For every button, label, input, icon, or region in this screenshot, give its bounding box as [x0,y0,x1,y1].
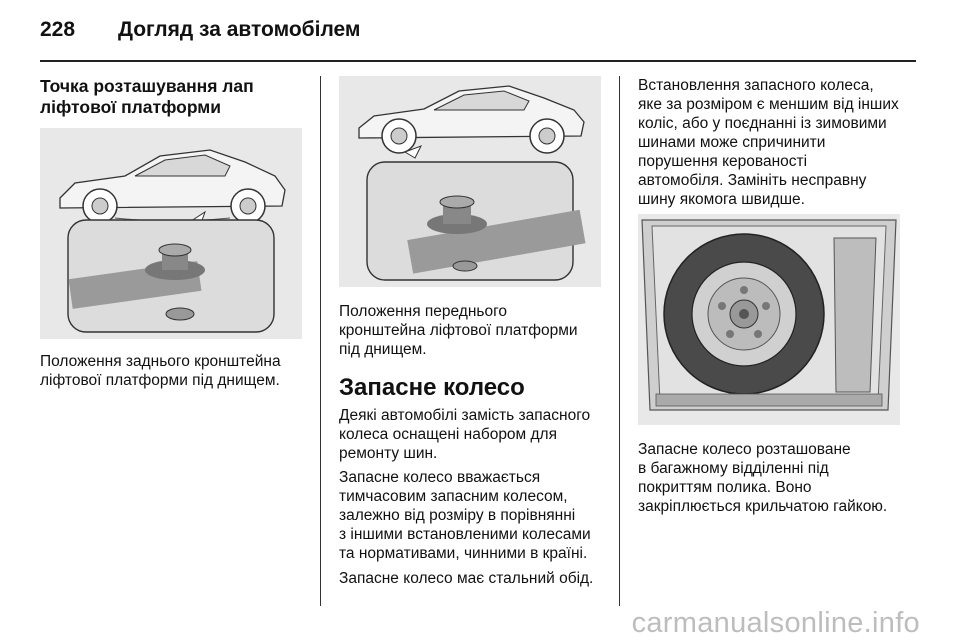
spare-wheel-location-line4: закріплюється крильчатою гайкою. [638,498,888,515]
rear-lift-caption-line2: ліфтової платформи під днищем. [40,372,280,389]
column-divider-1 [320,76,321,606]
page-header [40,14,916,50]
front-lift-caption-line1: Положення переднього [339,303,508,320]
spare-wheel-para1-line2: колеса оснащені набором для [339,426,557,443]
rear-lift-illustration [40,128,302,339]
header-rule [40,60,916,62]
figure-rear-lift-point [40,128,302,339]
front-lift-caption [339,302,578,359]
spare-wheel-warning-line3: коліс, або у поєднанні із зимовими [638,115,887,132]
spare-wheel-para2-line2: тимчасовим запасним колесом, [339,488,568,505]
spare-wheel-warning-line7: шину якомога швидше. [638,191,805,208]
chapter-title: Догляд за автомобілем [118,18,361,41]
spare-wheel-warning-line4: шинами може спричинити [638,134,826,151]
spare-wheel-para3 [339,569,593,588]
spare-wheel-para3-line1: Запасне колесо має стальний обід. [339,570,594,587]
spare-wheel-warning-line2: яке за розміром є меншим від інших [638,96,899,113]
lift-points-heading-line2: ліфтової платформи [40,97,222,117]
front-lift-illustration [339,76,601,287]
spare-wheel-warning-line5: порушення керованості [638,153,808,170]
spare-wheel-warning-line6: автомобіля. Замініть несправну [638,172,867,189]
spare-wheel-para1 [339,406,590,463]
spare-wheel-para2-line5: та нормативами, чинними в країні. [339,545,588,562]
spare-wheel-illustration [638,214,900,425]
spare-wheel-para2-line4: з іншими встановленими колесами [339,526,591,543]
rear-lift-caption [40,352,281,390]
spare-wheel-heading: Запасне колесо [339,374,525,401]
watermark: carmanualsonline.info [631,607,920,639]
spare-wheel-location-line3: покриттям полика. Воно [638,479,812,496]
spare-wheel-location-line1: Запасне колесо розташоване [638,441,851,458]
spare-wheel-para1-line3: ремонту шин. [339,445,438,462]
spare-wheel-para2 [339,468,591,563]
figure-spare-wheel-trunk [638,214,900,425]
spare-wheel-warning-line1: Встановлення запасного колеса, [638,77,874,94]
spare-wheel-location-line2: в багажному відділенні під [638,460,829,477]
page-number: 228 [40,18,76,41]
lift-points-heading-line1: Точка розташування лап [40,76,254,96]
front-lift-caption-line2: кронштейна ліфтової платформи [339,322,578,339]
spare-wheel-para1-line1: Деякі автомобілі замість запасного [339,407,591,424]
column-divider-2 [619,76,620,606]
front-lift-caption-line3: під днищем. [339,341,427,358]
spare-wheel-para2-line3: залежно від розміру в порівнянні [339,507,576,524]
spare-wheel-para2-line1: Запасне колесо вважається [339,469,541,486]
rear-lift-caption-line1: Положення заднього кронштейна [40,353,281,370]
lift-points-heading [40,76,254,118]
spare-wheel-location-caption [638,440,887,516]
spare-wheel-warning [638,76,899,209]
figure-front-lift-point [339,76,601,287]
